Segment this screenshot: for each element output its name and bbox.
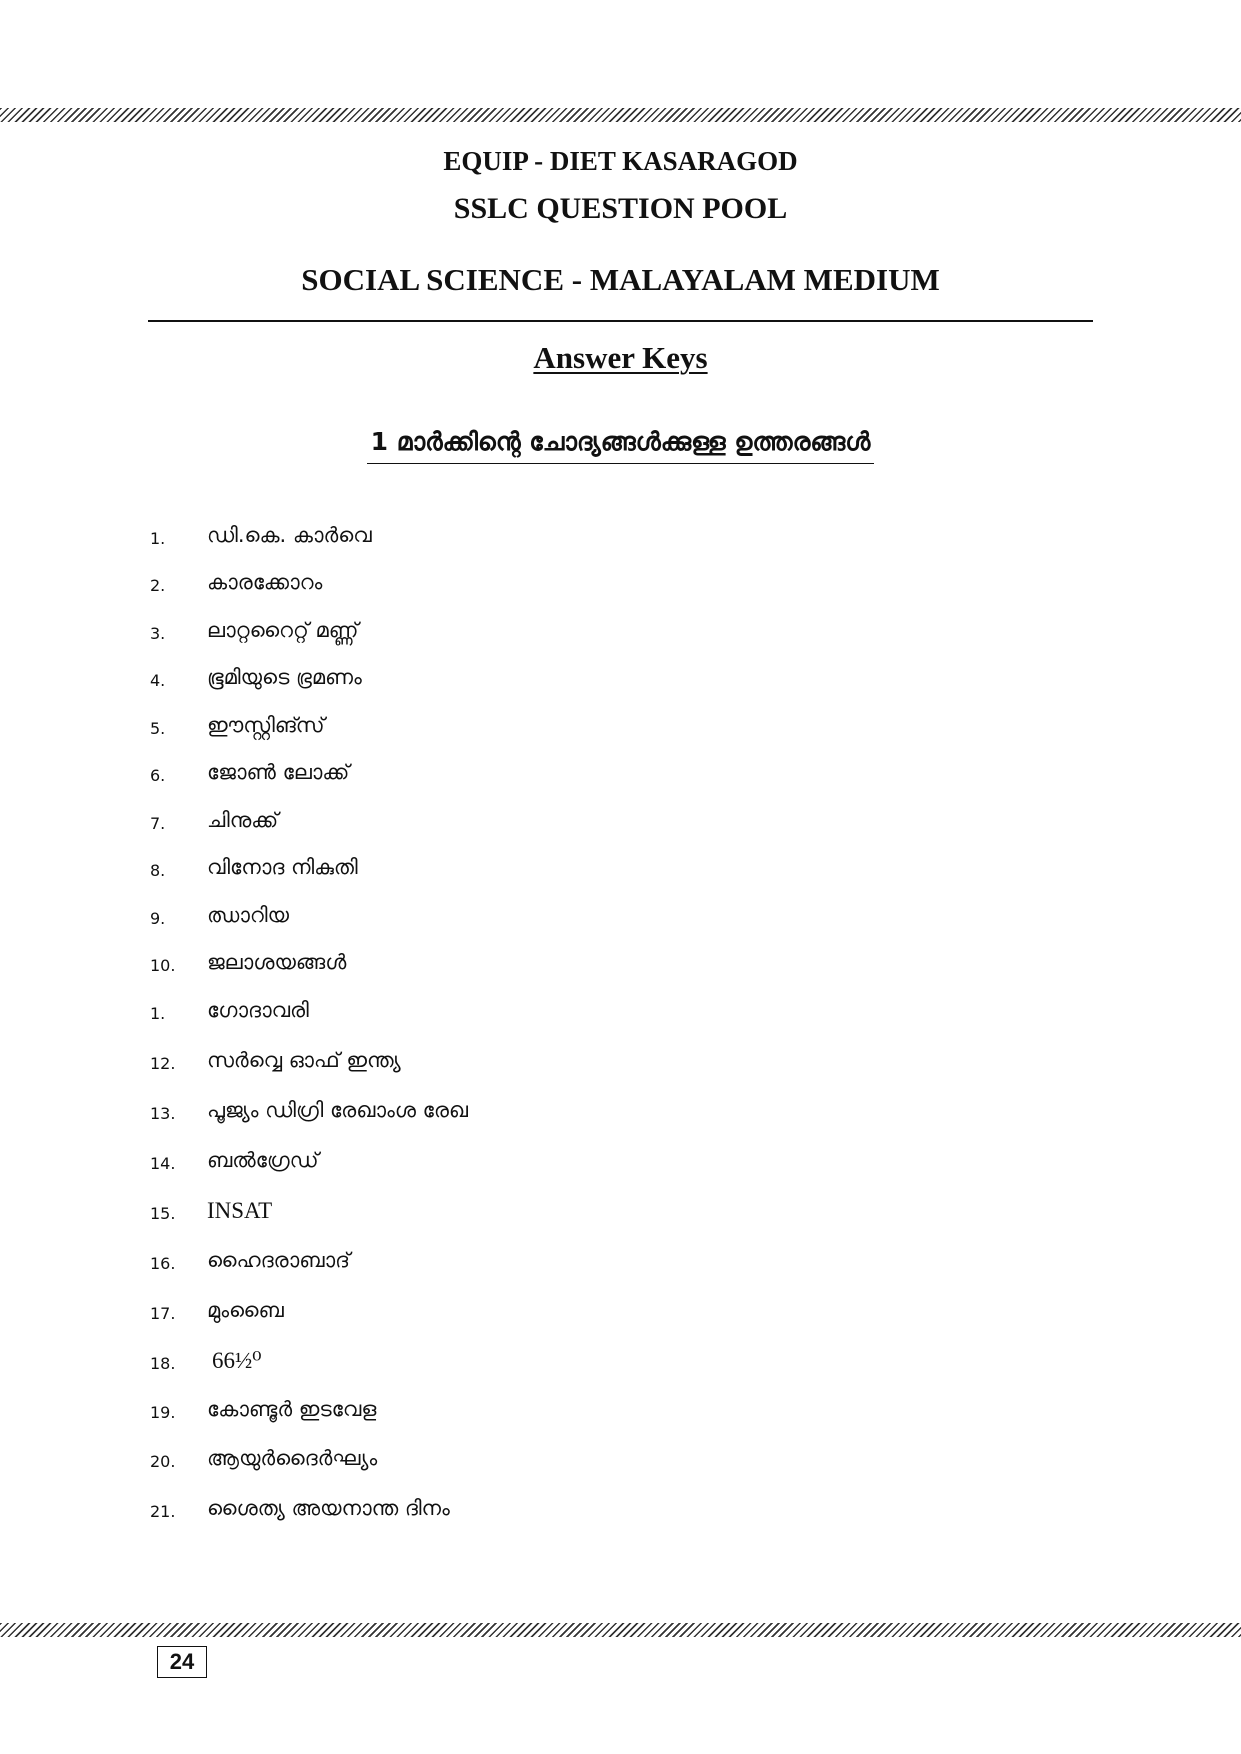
answer-text: ജലാശയങ്ങൾ [207, 950, 347, 974]
answer-number: 1. [150, 529, 166, 548]
answer-text: 66½⁰ [212, 1348, 262, 1373]
answer-text: സർവ്വെ ഓഫ് ഇന്ത്യ [207, 1048, 401, 1072]
answer-item [0, 1048, 1000, 1088]
answer-number: 6. [150, 766, 166, 785]
answer-number: 9. [150, 909, 166, 928]
answer-number: 19. [150, 1403, 176, 1422]
answer-text: വിനോദ നികുതി [207, 855, 358, 879]
answer-item [0, 570, 1000, 610]
answer-text: ഝാറിയ [207, 903, 289, 927]
answer-text: INSAT [207, 1198, 273, 1223]
answer-number: 18. [150, 1354, 176, 1373]
subsection-title-text: 1 മാർക്കിന്റെ ചോദ്യങ്ങൾക്കുള്ള ഉത്തരങ്ങൾ [367, 427, 875, 464]
answer-item [0, 1248, 1000, 1288]
answer-number: 8. [150, 861, 166, 880]
answer-text: കോണ്ടൂർ ഇടവേള [207, 1397, 377, 1421]
section-title-text: Answer Keys [533, 340, 708, 375]
answer-text: ലാറ്ററൈറ്റ് മണ്ണ് [207, 618, 359, 642]
answer-number: 1. [150, 1004, 166, 1023]
answer-text: പൂജ്യം ഡിഗ്രി രേഖാംശ രേഖ [207, 1098, 468, 1122]
answer-item [0, 808, 1000, 848]
answer-item [0, 523, 1000, 563]
answer-item [0, 1496, 1000, 1536]
answer-item [0, 713, 1000, 753]
answer-item [0, 855, 1000, 895]
answer-number: 20. [150, 1452, 176, 1471]
answer-number: 10. [150, 956, 176, 975]
answer-text: ഭൂമിയുടെ ഭ്രമണം [207, 665, 362, 689]
answer-number: 21. [150, 1502, 176, 1521]
header-line-2: SSLC QUESTION POOL [453, 192, 788, 225]
page-number: 24 [157, 1646, 207, 1678]
header-line-1: EQUIP - DIET KASARAGOD [443, 146, 798, 176]
answer-item [0, 1148, 1000, 1188]
answer-number: 3. [150, 624, 166, 643]
answer-number: 5. [150, 719, 166, 738]
answer-number: 17. [150, 1304, 176, 1323]
answer-text: ആയുർദൈർഘ്യം [207, 1446, 378, 1470]
answer-item [0, 903, 1000, 943]
answer-number: 16. [150, 1254, 176, 1273]
answer-number: 12. [150, 1054, 176, 1073]
answer-number: 4. [150, 671, 166, 690]
answer-item [0, 950, 1000, 990]
answer-item [0, 1198, 1000, 1238]
answer-text: ജോൺ ലോക്ക് [207, 760, 350, 784]
answer-number: 2. [150, 576, 166, 595]
answer-item [0, 1446, 1000, 1486]
answer-text: മുംബൈ [207, 1298, 284, 1322]
answer-item [0, 1397, 1000, 1437]
answer-item [0, 1098, 1000, 1138]
answer-item [0, 760, 1000, 800]
answer-item [0, 618, 1000, 658]
answer-item [0, 1298, 1000, 1338]
answer-text: ഹൈദരാബാദ് [207, 1248, 350, 1272]
answer-text: ഡി.കെ. കാർവെ [207, 523, 372, 547]
answer-item [0, 998, 1000, 1038]
bottom-hatched-border [0, 1623, 1241, 1637]
answer-number: 7. [150, 814, 166, 833]
answer-text: കാരക്കോറം [207, 570, 323, 594]
answer-item [0, 665, 1000, 705]
answer-text: ബൽഗ്രേഡ് [207, 1148, 319, 1172]
answer-text: ചിനുക്ക് [207, 808, 279, 832]
answer-text: ഗോദാവരി [207, 998, 309, 1022]
answer-number: 15. [150, 1204, 176, 1223]
answer-item [0, 1348, 1000, 1388]
answer-number: 13. [150, 1104, 176, 1123]
header-line-3: SOCIAL SCIENCE - MALAYALAM MEDIUM [301, 262, 940, 297]
answer-number: 14. [150, 1154, 176, 1173]
answer-text: ഈസ്റ്റിങ്സ് [207, 713, 325, 737]
answer-text: ശൈത്യ അയനാന്ത ദിനം [207, 1496, 450, 1520]
